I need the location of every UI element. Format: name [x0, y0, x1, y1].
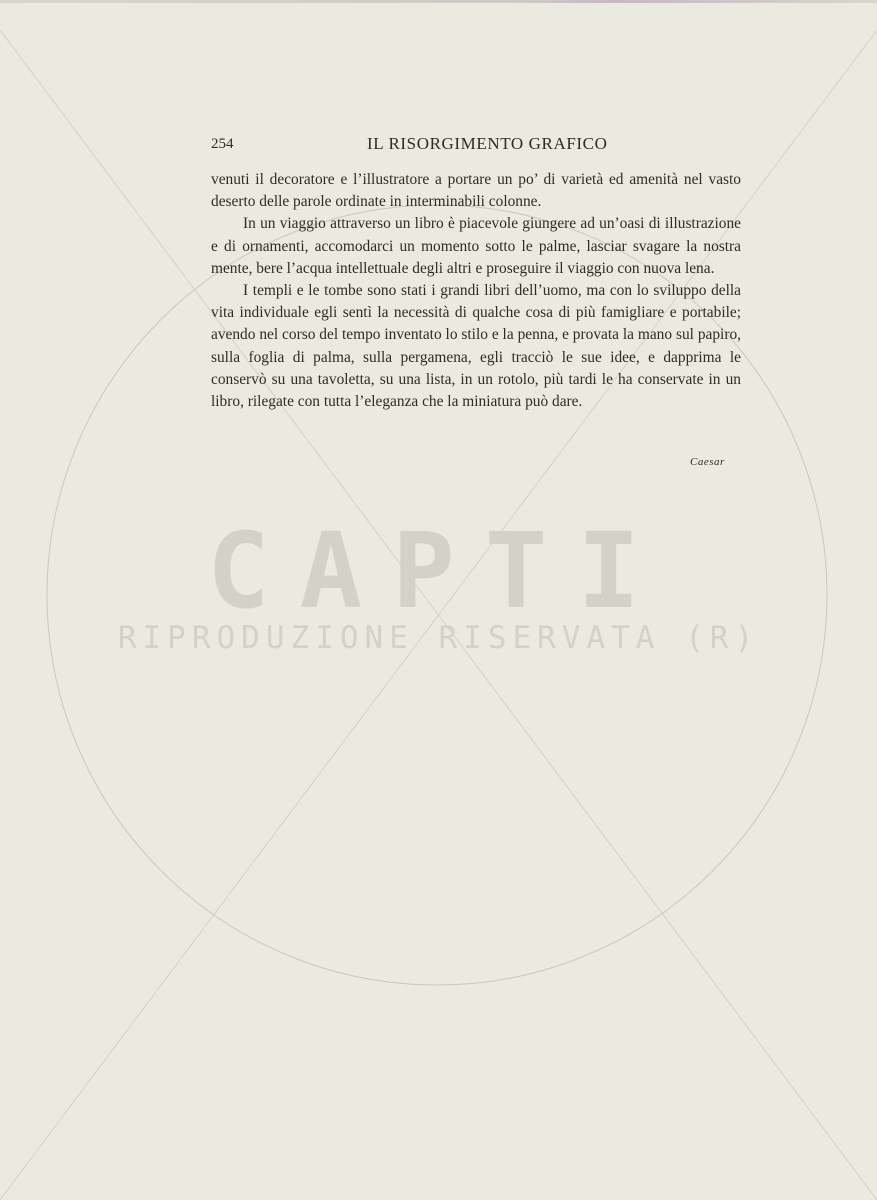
body-text — [211, 169, 741, 413]
author-signature: Caesar — [690, 456, 725, 468]
watermark-sub-text: RIPRODUZIONE RISERVATA (R) — [117, 620, 760, 656]
paragraph: venuti il decoratore e l’illustratore a portare un po’ di varietà ed amenità nel vasto deserto delle parole ordinate in interminabili colonne. — [211, 171, 741, 211]
paragraph: I templi e le tombe sono stati i grandi libri dell’uomo, ma con lo sviluppo della vita individuale egli sentì la necessità di qualche cosa di più famigliare e portabile; avendo nel corso del tempo inventato lo stilo e la penna, e provata la mano sul papiro, sulla foglia di palma, sulla pergamena, egli tracciò le sue idee, e dapprima le conservò su una tavoletta, su una lista, in un rotolo, più tardi le ha conservate in un libro, rilegate con tutta l’eleganza che la miniatura può dare. — [211, 282, 741, 411]
page-header — [211, 136, 741, 158]
running-title: IL RISORGIMENTO GRAFICO — [367, 134, 608, 153]
paragraph: In un viaggio attraverso un libro è piacevole giungere ad un’oasi di illustrazione e di ornamenti, accomodarci un momento sotto le palme, lasciar svagare la nostra mente, bere l’acqua intellettuale degli altri e proseguire il viaggio con nuova lena. — [211, 215, 741, 277]
watermark-main-text: CAPTI — [206, 510, 671, 632]
page-number: 254 — [211, 136, 234, 152]
